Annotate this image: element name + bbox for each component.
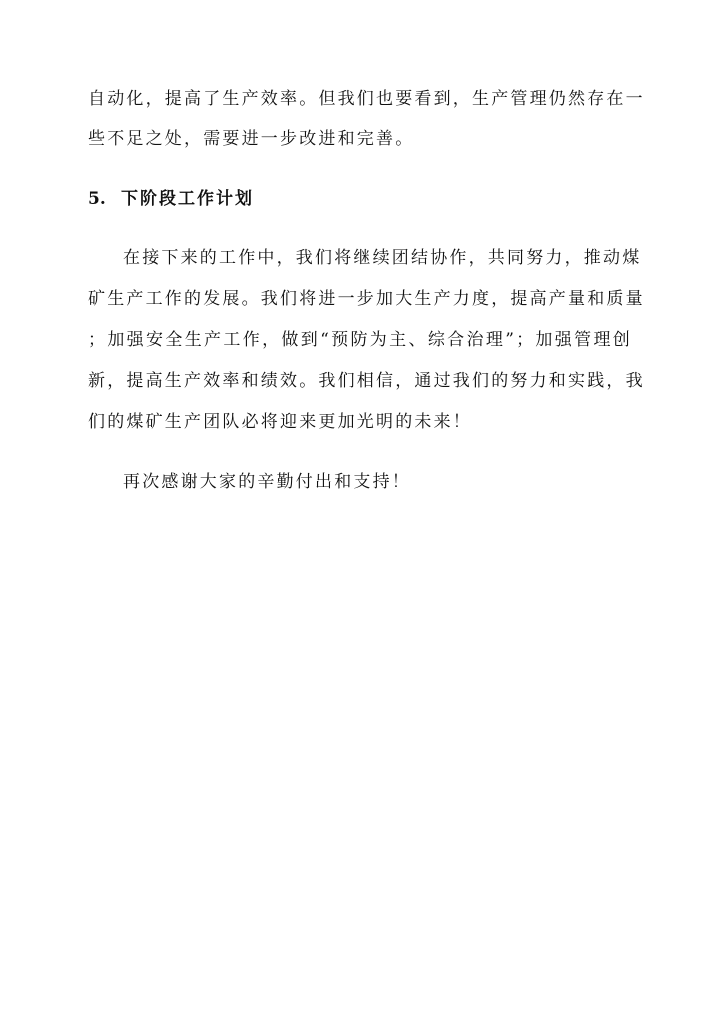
paragraph-line: 新，提高生产效率和绩效。我们相信，通过我们的努力和实践，我 bbox=[88, 371, 645, 391]
paragraph-line: 在接下来的工作中，我们将继续团结协作，共同努力，推动煤 bbox=[123, 248, 642, 268]
section-title: 下阶段工作计划 bbox=[121, 189, 254, 209]
paragraph-line: 们的煤矿生产团队必将迎来更加光明的未来！ bbox=[88, 412, 472, 432]
paragraph-line: 自动化，提高了生产效率。但我们也要看到，生产管理仍然存在一 bbox=[88, 89, 645, 109]
paragraph-line: 些不足之处，需要进一步改进和完善。 bbox=[88, 129, 415, 149]
section-number: 5. bbox=[88, 189, 106, 209]
paragraph-line: 矿生产工作的发展。我们将进一步加大生产力度，提高产量和质量 bbox=[88, 289, 645, 309]
paragraph-line: ；加强安全生产工作，做到“预防为主、综合治理”；加强管理创 bbox=[88, 330, 632, 350]
section-heading bbox=[88, 186, 254, 212]
paragraph-line: 再次感谢大家的辛勤付出和支持！ bbox=[123, 472, 411, 492]
